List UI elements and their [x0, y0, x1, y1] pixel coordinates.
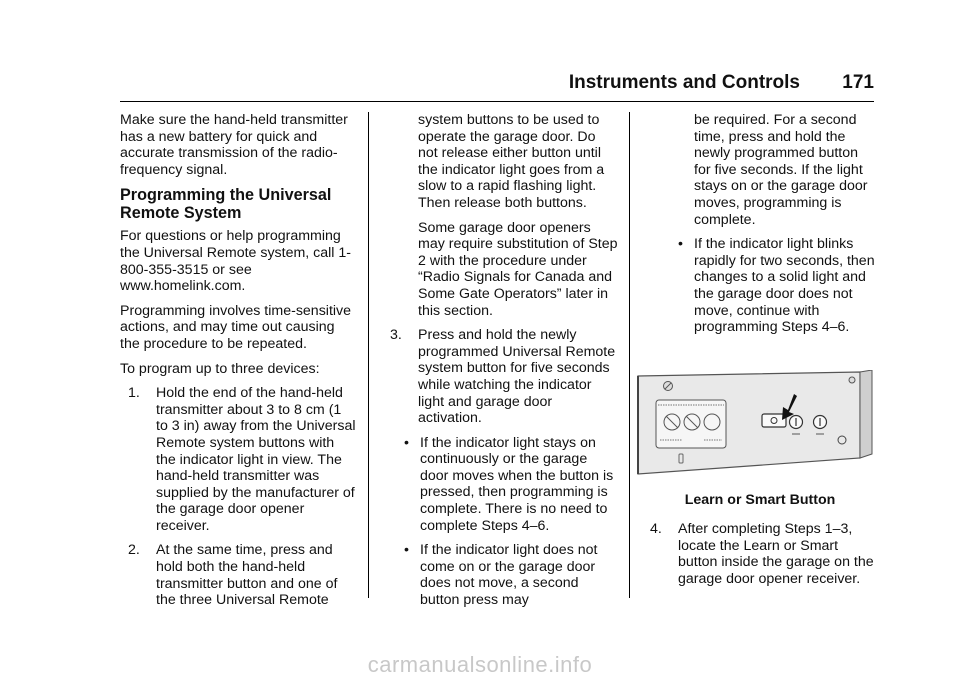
page-number: 171 — [842, 72, 874, 93]
figure-caption: Learn or Smart Button — [684, 492, 836, 509]
bullet-text: If the indicator light stays on continuously or the garage door moves when the button is pressed, then programming is complete. There is no need to complete Steps 4–6. — [420, 434, 614, 534]
step-text: Press and hold the newly programmed Universal Remote system button for five seconds while watching the indicator light and garage door activation. — [418, 327, 616, 427]
learn-button-illustration — [634, 370, 874, 478]
watermark: carmanualsonline.info — [367, 652, 593, 677]
step-3 — [382, 327, 618, 427]
bullet-item — [642, 236, 878, 336]
bullet-item — [382, 435, 618, 535]
column-3 — [642, 112, 878, 595]
bullet-text: If the indicator light blinks rapidly for two seconds, then changes to a solid light and the garage door does not move, continue with programming Steps 4–6. — [694, 236, 875, 336]
bullet-item — [382, 542, 618, 608]
step-number: 2. — [128, 542, 140, 559]
intro-paragraph: Make sure the hand-held transmitter has a new battery for quick and accurate transmission of the radio-frequency signal. — [120, 112, 348, 178]
header-rule — [120, 101, 874, 102]
page-header — [120, 72, 874, 98]
step-2 — [120, 542, 356, 608]
bullet-icon: • — [678, 236, 683, 253]
contact-paragraph: For questions or help programming the Universal Remote system, call 1-800-355-3515 or see www.homelink.com. — [120, 228, 352, 295]
bullet-continued: be required. For a second time, press and hold the newly programmed button for five seconds. If the light stays on or the garage door moves, programming is complete. — [694, 112, 868, 228]
step-2-note: Some garage door openers may require substitution of Step 2 with the procedure under “Radio Signals for Canada and Some Gate Operators” later in this section. — [418, 219, 618, 319]
bullet-icon: • — [404, 434, 409, 451]
bullet-text: If the indicator light does not come on or the garage door does not move, a second button press may — [420, 542, 598, 609]
step-text: Hold the end of the hand-held transmitter about 3 to 8 cm (1 to 3 in) away from the Universal Remote system buttons with the indicator light in view. The hand-held transmitter was supplied by the manufacturer of the garage door opener receiver. — [156, 385, 356, 534]
section-heading — [120, 186, 356, 222]
step-2-continued: system buttons to be used to operate the garage door. Do not release either button until the indicator light goes from a slow to a rapid flashing light. Then release both buttons. — [418, 112, 605, 211]
column-1 — [120, 112, 356, 617]
timing-paragraph: Programming involves time-sensitive actions, and may time out causing the procedure to be repeated. — [120, 302, 352, 352]
step-4 — [642, 521, 878, 587]
step-text: At the same time, press and hold both the hand-held transmitter button and one of the three Universal Remote — [156, 542, 338, 609]
heading-line-2: Remote System — [120, 204, 242, 223]
heading-line-1: Programming the Universal — [120, 186, 332, 205]
section-title: Instruments and Controls — [568, 72, 800, 93]
column-divider-1 — [368, 112, 369, 598]
step-number: 1. — [128, 385, 140, 402]
step-1 — [120, 385, 356, 534]
step-text: After completing Steps 1–3, locate the Learn or Smart button inside the garage on the garage door opener receiver. — [678, 520, 874, 587]
bullet-icon: • — [404, 542, 409, 559]
column-divider-2 — [629, 112, 630, 598]
step-number: 3. — [390, 327, 402, 344]
column-2 — [382, 112, 618, 617]
step-number: 4. — [650, 520, 662, 537]
devices-paragraph: To program up to three devices: — [120, 360, 320, 377]
